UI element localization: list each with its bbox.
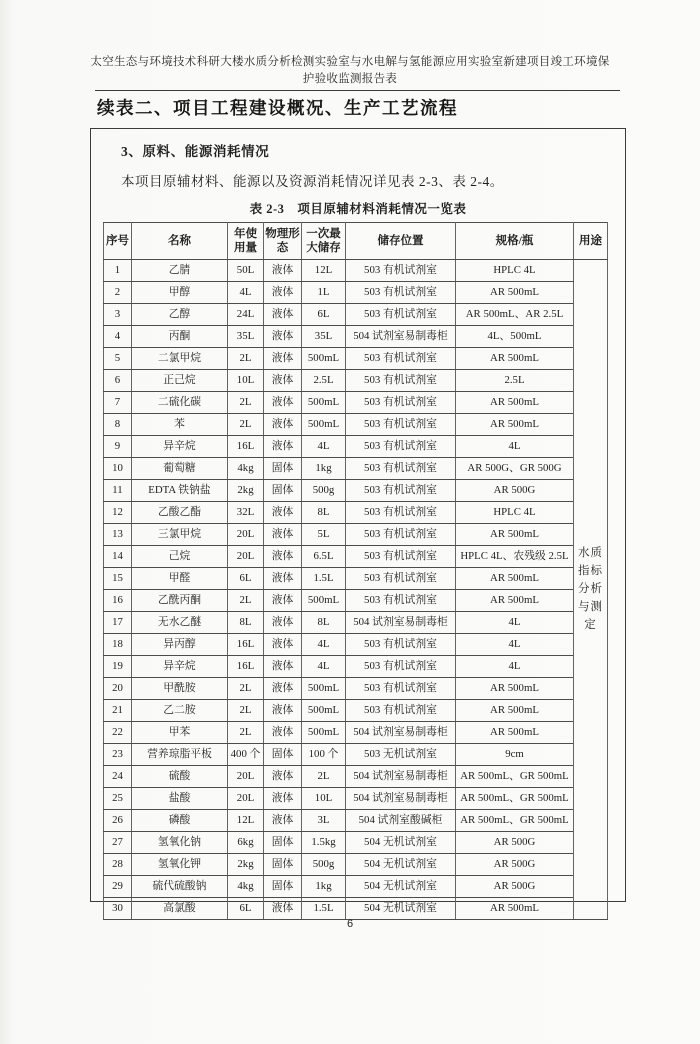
table-cell: AR 500mL <box>456 700 574 722</box>
table-cell: 503 有机试剂室 <box>346 502 456 524</box>
col-header-usage: 用途 <box>574 223 608 260</box>
table-cell: 二硫化碳 <box>132 392 228 414</box>
table-cell: 16L <box>228 634 264 656</box>
table-cell: 2L <box>302 766 346 788</box>
table-cell: 液体 <box>264 656 302 678</box>
table-cell: 19 <box>104 656 132 678</box>
document-header-line1: 太空生态与环境技术科研大楼水质分析检测实验室与水电解与氢能源应用实验室新建项目竣工环境保 <box>90 56 610 68</box>
table-cell: 2L <box>228 348 264 370</box>
table-cell: 磷酸 <box>132 810 228 832</box>
table-cell: 液体 <box>264 502 302 524</box>
table-cell: 3L <box>302 810 346 832</box>
table-row <box>104 568 608 590</box>
table-cell: 13 <box>104 524 132 546</box>
header-divider <box>95 90 620 91</box>
table-row <box>104 700 608 722</box>
table-row <box>104 392 608 414</box>
table-cell: 异辛烷 <box>132 436 228 458</box>
table-cell: 7 <box>104 392 132 414</box>
table-cell: 液体 <box>264 678 302 700</box>
table-cell: 3 <box>104 304 132 326</box>
table-cell: 4 <box>104 326 132 348</box>
table-row <box>104 612 608 634</box>
table-cell: 液体 <box>264 370 302 392</box>
table-row <box>104 326 608 348</box>
col-header-storage-location: 储存位置 <box>346 223 456 260</box>
table-cell: AR 500mL <box>456 524 574 546</box>
table-cell: 4L <box>456 656 574 678</box>
table-cell: 21 <box>104 700 132 722</box>
table-cell: 503 无机试剂室 <box>346 744 456 766</box>
table-cell: 503 有机试剂室 <box>346 370 456 392</box>
table-row <box>104 348 608 370</box>
table-cell: 葡萄糖 <box>132 458 228 480</box>
table-cell: 营养琼脂平板 <box>132 744 228 766</box>
table-cell: 504 无机试剂室 <box>346 876 456 898</box>
table-cell: 8 <box>104 414 132 436</box>
table-cell: 甲酰胺 <box>132 678 228 700</box>
table-row <box>104 524 608 546</box>
table-cell: AR 500mL、AR 2.5L <box>456 304 574 326</box>
table-cell: 液体 <box>264 788 302 810</box>
subsection-heading: 3、原料、能源消耗情况 <box>121 144 270 160</box>
table-cell: 1.5L <box>302 568 346 590</box>
table-cell: 液体 <box>264 546 302 568</box>
table-cell: 500g <box>302 854 346 876</box>
intro-paragraph: 本项目原辅材料、能源以及资源消耗情况详见表 2-3、表 2-4。 <box>121 174 504 190</box>
table-row <box>104 414 608 436</box>
table-cell: 4kg <box>228 876 264 898</box>
table-cell: 乙酰丙酮 <box>132 590 228 612</box>
table-cell: 500g <box>302 480 346 502</box>
table-cell: AR 500mL、GR 500mL <box>456 788 574 810</box>
table-cell: 乙腈 <box>132 260 228 282</box>
table-cell: 500mL <box>302 700 346 722</box>
table-cell: EDTA 铁钠盐 <box>132 480 228 502</box>
table-cell: AR 500mL、GR 500mL <box>456 766 574 788</box>
table-cell: 1 <box>104 260 132 282</box>
table-cell: 5L <box>302 524 346 546</box>
table-cell: 4L <box>302 634 346 656</box>
table-cell: 液体 <box>264 590 302 612</box>
content-box <box>90 128 626 914</box>
table-cell: AR 500mL <box>456 590 574 612</box>
table-cell: 乙酸乙酯 <box>132 502 228 524</box>
table-cell: 500mL <box>302 678 346 700</box>
table-cell: 氢氧化钾 <box>132 854 228 876</box>
table-cell: 液体 <box>264 568 302 590</box>
table-cell: HPLC 4L <box>456 260 574 282</box>
table-cell: 6L <box>302 304 346 326</box>
table-cell: 500mL <box>302 590 346 612</box>
table-cell: 503 有机试剂室 <box>346 260 456 282</box>
table-cell: AR 500mL <box>456 722 574 744</box>
table-cell: 20L <box>228 766 264 788</box>
table-cell: 503 有机试剂室 <box>346 392 456 414</box>
table-cell: 2.5L <box>456 370 574 392</box>
table-cell: 1.5L <box>302 898 346 920</box>
table-cell: 503 有机试剂室 <box>346 590 456 612</box>
table-row <box>104 744 608 766</box>
table-cell: 500mL <box>302 414 346 436</box>
table-cell: 液体 <box>264 436 302 458</box>
table-row <box>104 766 608 788</box>
materials-table-head <box>104 223 608 260</box>
table-cell: 504 无机试剂室 <box>346 832 456 854</box>
table-cell: 27 <box>104 832 132 854</box>
table-cell: 甲醛 <box>132 568 228 590</box>
table-cell: 液体 <box>264 260 302 282</box>
table-cell: 固体 <box>264 744 302 766</box>
table-cell: 14 <box>104 546 132 568</box>
table-cell: 20 <box>104 678 132 700</box>
table-cell: 503 有机试剂室 <box>346 678 456 700</box>
table-cell: 504 无机试剂室 <box>346 854 456 876</box>
document-page <box>0 54 700 1044</box>
materials-table <box>103 222 608 920</box>
table-cell: 2L <box>228 414 264 436</box>
table-cell: 氢氧化钠 <box>132 832 228 854</box>
table-cell: 4L <box>228 282 264 304</box>
table-cell: AR 500mL <box>456 414 574 436</box>
table-cell: 10 <box>104 458 132 480</box>
table-row <box>104 436 608 458</box>
table-cell: 28 <box>104 854 132 876</box>
table-row <box>104 458 608 480</box>
table-cell: 液体 <box>264 700 302 722</box>
table-cell: AR 500G <box>456 480 574 502</box>
col-header-max-storage: 一次最大储存 <box>302 223 346 260</box>
table-row <box>104 832 608 854</box>
table-cell: 50L <box>228 260 264 282</box>
table-cell: 24 <box>104 766 132 788</box>
table-cell: 8L <box>228 612 264 634</box>
table-row <box>104 480 608 502</box>
table-cell: 液体 <box>264 810 302 832</box>
table-cell: 硫酸 <box>132 766 228 788</box>
table-cell: AR 500G <box>456 832 574 854</box>
table-cell: 2kg <box>228 480 264 502</box>
table-row <box>104 304 608 326</box>
table-cell: 4L <box>302 656 346 678</box>
table-row <box>104 546 608 568</box>
table-cell: 液体 <box>264 766 302 788</box>
table-cell: 固体 <box>264 876 302 898</box>
table-cell: 正己烷 <box>132 370 228 392</box>
table-cell: AR 500mL <box>456 392 574 414</box>
table-cell: 6L <box>228 898 264 920</box>
table-cell: 2 <box>104 282 132 304</box>
col-header-index: 序号 <box>104 223 132 260</box>
table-cell: AR 500mL <box>456 568 574 590</box>
table-cell: 4L <box>456 634 574 656</box>
table-cell: 24L <box>228 304 264 326</box>
table-cell: 500mL <box>302 348 346 370</box>
table-cell: 15 <box>104 568 132 590</box>
table-cell: 固体 <box>264 480 302 502</box>
table-cell: 504 试剂室易制毒柜 <box>346 326 456 348</box>
section-title: 续表二、项目工程建设概况、生产工艺流程 <box>97 98 458 119</box>
table-cell: 9cm <box>456 744 574 766</box>
table-cell: 503 有机试剂室 <box>346 546 456 568</box>
table-cell: 液体 <box>264 348 302 370</box>
table-row <box>104 656 608 678</box>
document-header-line2: 护验收监测报告表 <box>302 72 398 85</box>
table-cell: 液体 <box>264 722 302 744</box>
table-cell: 乙醇 <box>132 304 228 326</box>
table-row <box>104 282 608 304</box>
table-cell: 无水乙醚 <box>132 612 228 634</box>
table-cell: 8L <box>302 502 346 524</box>
table-cell: 503 有机试剂室 <box>346 700 456 722</box>
table-cell: 16L <box>228 436 264 458</box>
table-cell: 1kg <box>302 876 346 898</box>
table-cell: 29 <box>104 876 132 898</box>
col-header-annual-usage: 年使用量 <box>228 223 264 260</box>
table-cell: 400 个 <box>228 744 264 766</box>
table-cell: 苯 <box>132 414 228 436</box>
table-cell: 异辛烷 <box>132 656 228 678</box>
table-cell: 三氯甲烷 <box>132 524 228 546</box>
table-cell: 504 试剂室易制毒柜 <box>346 612 456 634</box>
table-cell: 100 个 <box>302 744 346 766</box>
table-cell: 22 <box>104 722 132 744</box>
table-cell: 固体 <box>264 832 302 854</box>
page-number: 6 <box>346 918 354 931</box>
table-row <box>104 788 608 810</box>
table-cell: 固体 <box>264 458 302 480</box>
table-cell: 高氯酸 <box>132 898 228 920</box>
table-cell: 503 有机试剂室 <box>346 634 456 656</box>
table-row <box>104 590 608 612</box>
table-cell: 4L <box>456 436 574 458</box>
table-cell: 乙二胺 <box>132 700 228 722</box>
table-cell: 12L <box>228 810 264 832</box>
table-cell: 4L、500mL <box>456 326 574 348</box>
table-cell: 液体 <box>264 898 302 920</box>
table-row <box>104 876 608 898</box>
table-cell: 2L <box>228 678 264 700</box>
table-cell: 10L <box>302 788 346 810</box>
table-cell: 500mL <box>302 392 346 414</box>
table-row <box>104 810 608 832</box>
table-cell: AR 500mL <box>456 282 574 304</box>
table-cell: 1.5kg <box>302 832 346 854</box>
table-cell: 液体 <box>264 414 302 436</box>
col-header-spec: 规格/瓶 <box>456 223 574 260</box>
table-cell: 500mL <box>302 722 346 744</box>
table-row <box>104 854 608 876</box>
table-row <box>104 634 608 656</box>
table-cell: 2L <box>228 590 264 612</box>
table-cell: AR 500G <box>456 876 574 898</box>
table-cell: 异丙醇 <box>132 634 228 656</box>
table-cell: AR 500G <box>456 854 574 876</box>
table-cell: 4L <box>302 436 346 458</box>
table-cell: 4L <box>456 612 574 634</box>
table-cell: 30 <box>104 898 132 920</box>
table-cell: 25 <box>104 788 132 810</box>
table-cell: 液体 <box>264 612 302 634</box>
table-row <box>104 260 608 282</box>
table-cell: 504 试剂室酸碱柜 <box>346 810 456 832</box>
table-cell: 6L <box>228 568 264 590</box>
table-cell: 26 <box>104 810 132 832</box>
table-cell: 1L <box>302 282 346 304</box>
table-row <box>104 678 608 700</box>
table-cell: 23 <box>104 744 132 766</box>
materials-table-body <box>104 260 608 920</box>
table-cell: 20L <box>228 524 264 546</box>
table-cell: 503 有机试剂室 <box>346 304 456 326</box>
table-cell: 2kg <box>228 854 264 876</box>
table-cell: 504 试剂室易制毒柜 <box>346 766 456 788</box>
table-cell: 12L <box>302 260 346 282</box>
col-header-name: 名称 <box>132 223 228 260</box>
document-header <box>80 54 620 87</box>
table-cell: 硫代硫酸钠 <box>132 876 228 898</box>
table-cell: 35L <box>228 326 264 348</box>
table-cell: 504 试剂室易制毒柜 <box>346 788 456 810</box>
table-cell: 503 有机试剂室 <box>346 436 456 458</box>
table-cell: 2L <box>228 700 264 722</box>
table-cell: 503 有机试剂室 <box>346 348 456 370</box>
table-cell: 6kg <box>228 832 264 854</box>
table-cell: 2L <box>228 392 264 414</box>
table-cell: 32L <box>228 502 264 524</box>
table-cell: 液体 <box>264 634 302 656</box>
table-cell: HPLC 4L <box>456 502 574 524</box>
table-cell: HPLC 4L、农残级 2.5L <box>456 546 574 568</box>
table-cell: 16L <box>228 656 264 678</box>
table-cell: 2.5L <box>302 370 346 392</box>
table-cell: 盐酸 <box>132 788 228 810</box>
table-cell: 504 无机试剂室 <box>346 898 456 920</box>
table-cell: AR 500mL <box>456 678 574 700</box>
table-cell: 503 有机试剂室 <box>346 458 456 480</box>
table-cell: 10L <box>228 370 264 392</box>
table-cell: 503 有机试剂室 <box>346 282 456 304</box>
table-cell: 503 有机试剂室 <box>346 524 456 546</box>
table-cell: 503 有机试剂室 <box>346 568 456 590</box>
table-cell: 35L <box>302 326 346 348</box>
table-header-row <box>104 223 608 260</box>
table-title: 表 2-3 项目原辅材料消耗情况一览表 <box>249 202 467 217</box>
table-cell: 20L <box>228 546 264 568</box>
table-cell: 6 <box>104 370 132 392</box>
table-cell: 18 <box>104 634 132 656</box>
table-cell: AR 500mL <box>456 348 574 370</box>
table-row <box>104 502 608 524</box>
table-cell: 己烷 <box>132 546 228 568</box>
table-cell: 固体 <box>264 854 302 876</box>
table-cell: 11 <box>104 480 132 502</box>
table-row <box>104 898 608 920</box>
table-cell: 丙酮 <box>132 326 228 348</box>
table-cell: 16 <box>104 590 132 612</box>
table-cell: 甲醇 <box>132 282 228 304</box>
table-cell: 4kg <box>228 458 264 480</box>
usage-merged-cell: 水质指标分析与测定 <box>574 260 608 920</box>
table-cell: 1kg <box>302 458 346 480</box>
table-cell: 9 <box>104 436 132 458</box>
table-cell: 20L <box>228 788 264 810</box>
table-cell: AR 500mL <box>456 898 574 920</box>
table-cell: 液体 <box>264 392 302 414</box>
table-cell: 液体 <box>264 524 302 546</box>
table-cell: 17 <box>104 612 132 634</box>
table-cell: 504 试剂室易制毒柜 <box>346 722 456 744</box>
col-header-physical-state: 物理形态 <box>264 223 302 260</box>
table-cell: 5 <box>104 348 132 370</box>
table-cell: AR 500G、GR 500G <box>456 458 574 480</box>
table-cell: 503 有机试剂室 <box>346 656 456 678</box>
table-cell: 503 有机试剂室 <box>346 480 456 502</box>
table-cell: 二氯甲烷 <box>132 348 228 370</box>
table-row <box>104 722 608 744</box>
table-cell: 液体 <box>264 304 302 326</box>
table-cell: 甲苯 <box>132 722 228 744</box>
table-cell: 2L <box>228 722 264 744</box>
table-cell: 液体 <box>264 326 302 348</box>
table-cell: 8L <box>302 612 346 634</box>
table-cell: 液体 <box>264 282 302 304</box>
table-cell: 6.5L <box>302 546 346 568</box>
table-row <box>104 370 608 392</box>
table-cell: 12 <box>104 502 132 524</box>
table-cell: AR 500mL、GR 500mL <box>456 810 574 832</box>
table-cell: 503 有机试剂室 <box>346 414 456 436</box>
